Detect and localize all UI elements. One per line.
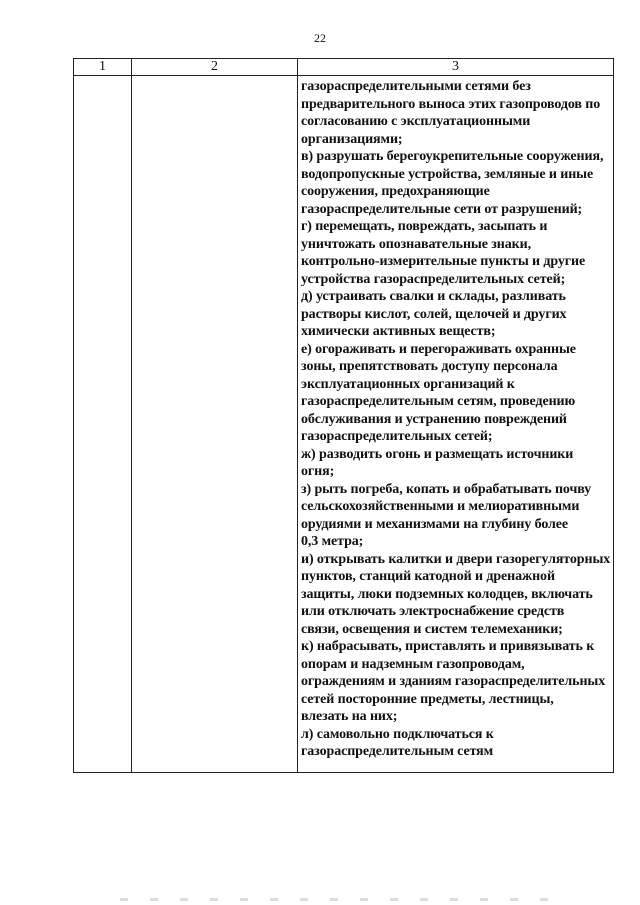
text-line: е) огораживать и перегораживать охранные xyxy=(301,341,576,357)
text-line: зоны, препятствовать доступу персонала xyxy=(301,359,558,374)
column-header-3: 3 xyxy=(298,59,614,76)
text-line: ж) разводить огонь и размещать источники xyxy=(301,446,574,462)
scan-artifact xyxy=(120,898,560,901)
column-header-1: 1 xyxy=(74,59,132,76)
text-line: огня; xyxy=(301,464,335,479)
text-line: 0,3 метра; xyxy=(301,534,364,549)
text-line: и) открывать калитки и двери газорегуляторных xyxy=(301,551,611,567)
text-line: или отключать электроснабжение средств xyxy=(301,604,565,619)
text-line: опорам и надземным газопроводам, xyxy=(301,656,525,672)
text-line: эксплуатационных организаций к xyxy=(301,376,515,392)
document-table xyxy=(73,58,614,773)
text-line: растворы кислот, солей, щелочей и других xyxy=(301,306,567,322)
table-row xyxy=(74,76,614,773)
text-line: л) самовольно подключаться к xyxy=(301,726,494,742)
column-header-2: 2 xyxy=(132,59,298,76)
text-line: согласованию с эксплуатационными xyxy=(301,114,531,129)
text-line: орудиями и механизмами на глубину более xyxy=(301,516,569,532)
text-line: организациями; xyxy=(301,131,403,147)
text-line: к) набрасывать, приставлять и привязывать к xyxy=(301,639,595,654)
text-line: пунктов, станций катодной и дренажной xyxy=(301,569,555,584)
text-line: предварительного выноса этих газопроводов по xyxy=(301,96,601,112)
table-header-row xyxy=(74,59,614,76)
text-line: газораспределительные сети от разрушений; xyxy=(301,201,583,217)
text-line: газораспределительным сетям xyxy=(301,744,494,759)
text-line: связи, освещения и систем телемеханики; xyxy=(301,621,563,637)
text-line: защиты, люки подземных колодцев, включать xyxy=(301,586,593,602)
text-line: сооружения, предохраняющие xyxy=(301,184,490,199)
text-line: в) разрушать берегоукрепительные сооружения, xyxy=(301,149,604,164)
text-line: химически активных веществ; xyxy=(301,324,496,339)
text-line: газораспределительных сетей; xyxy=(301,429,493,444)
text-line: водопропускные устройства, земляные и иные xyxy=(301,166,594,182)
text-line: уничтожать опознавательные знаки, xyxy=(301,236,531,252)
cell-column-2 xyxy=(132,76,298,773)
text-line: обслуживания и устранению повреждений xyxy=(301,411,567,427)
page-number: 22 xyxy=(314,31,326,45)
text-line: газораспределительным сетям, проведению xyxy=(301,394,576,409)
text-line: г) перемещать, повреждать, засыпать и xyxy=(301,219,548,234)
text-line: влезать на них; xyxy=(301,709,398,724)
text-line: ограждениям и зданиям газораспределительных xyxy=(301,674,606,689)
text-line: з) рыть погреба, копать и обрабатывать почву xyxy=(301,481,592,497)
cell-column-3 xyxy=(298,76,614,773)
text-line: контрольно-измерительные пункты и другие xyxy=(301,254,586,269)
text-line: сетей посторонние предметы, лестницы, xyxy=(301,691,554,707)
cell-column-1 xyxy=(74,76,132,773)
text-line: д) устраивать свалки и склады, разливать xyxy=(301,289,566,304)
text-line: устройства газораспределительных сетей; xyxy=(301,271,566,287)
text-line: сельскохозяйственными и мелиоративными xyxy=(301,499,580,514)
text-line: газораспределительными сетями без xyxy=(301,79,531,94)
